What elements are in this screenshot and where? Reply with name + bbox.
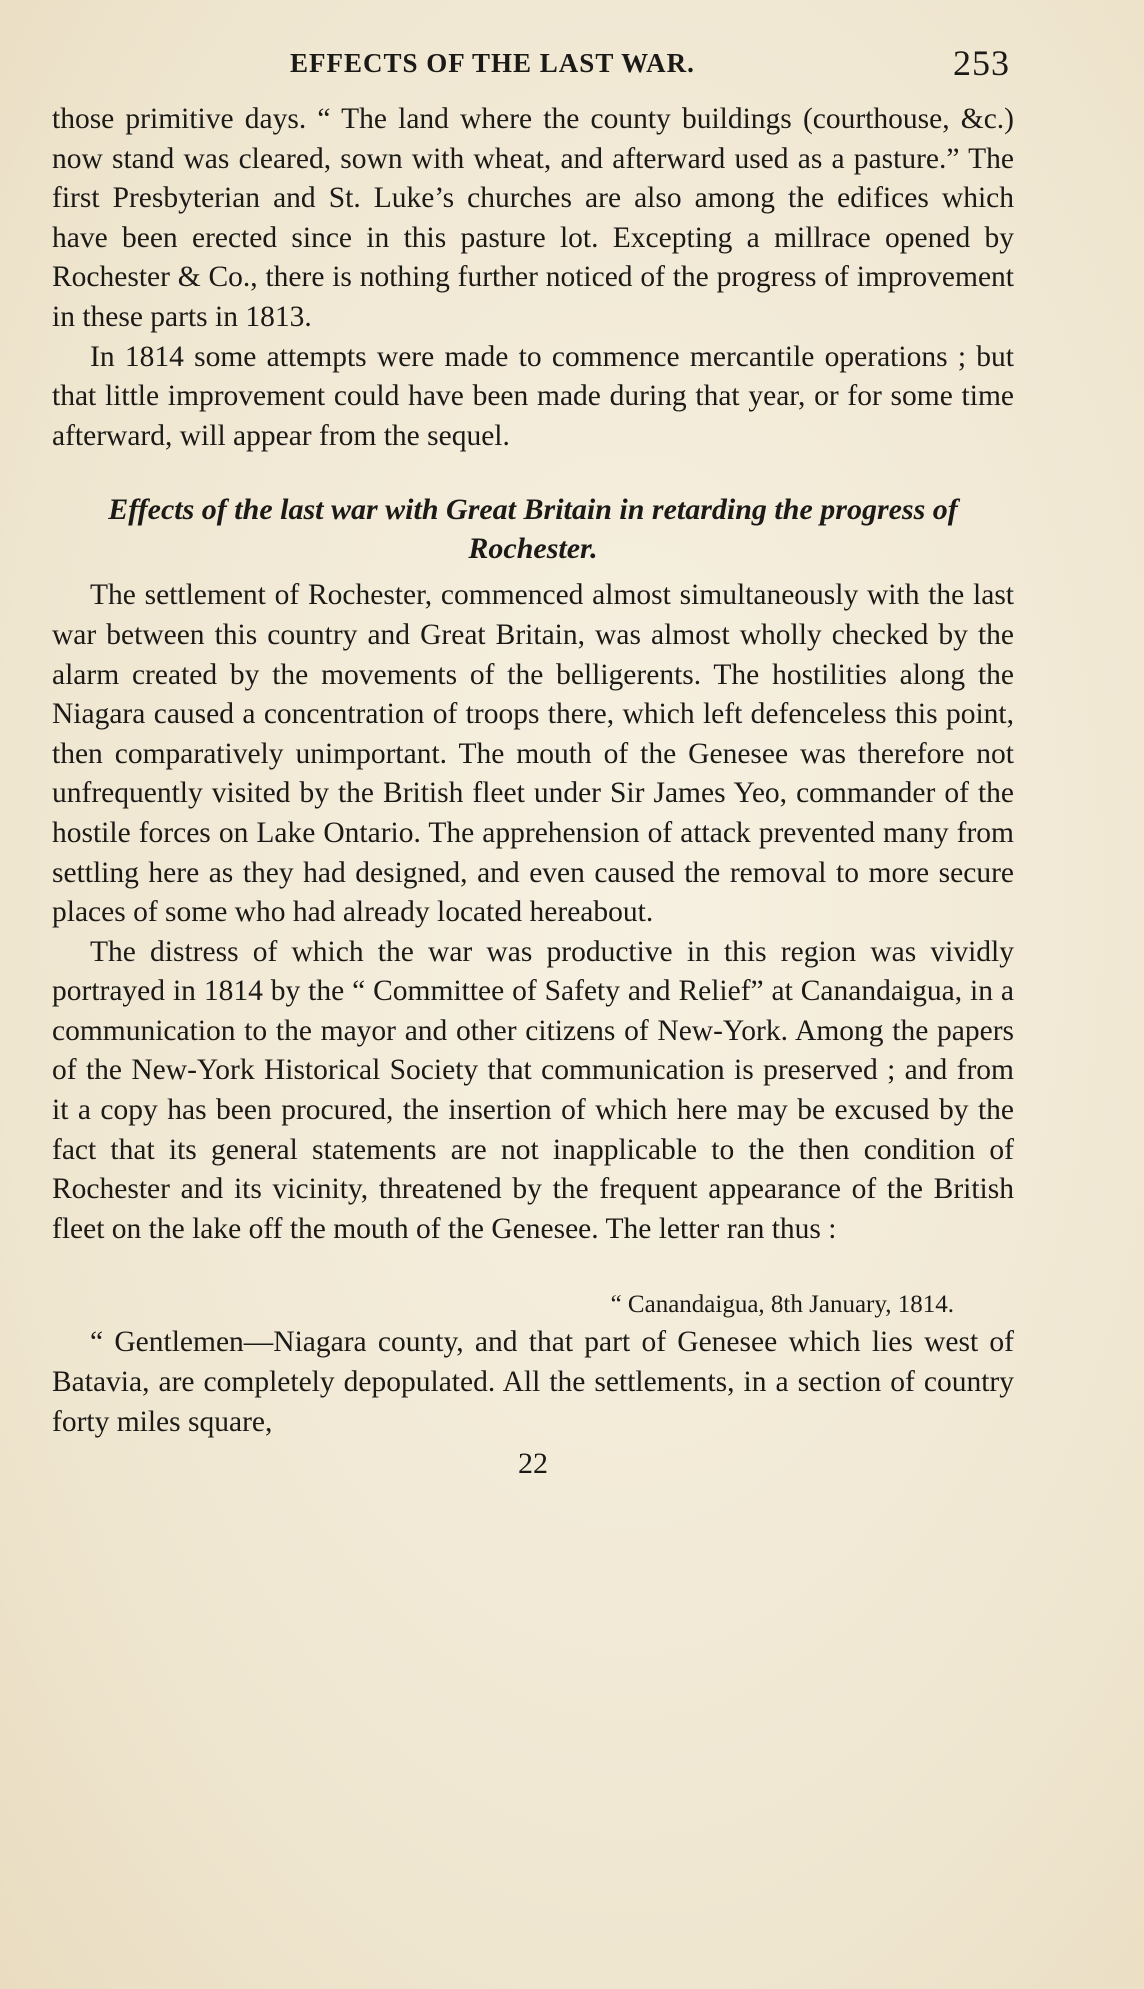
text-block — [52, 44, 1014, 1482]
section-heading: Effects of the last war with Great Britain in retarding the progress of Rochester. — [108, 493, 958, 566]
paragraph-3: The settlement of Rochester, commenced almost simultaneously with the last war between this country and Great Britain, was almost wholly checked by the alarm created by the movements of the belligerents. The hostilities along the Niagara caused a concentration of troops there, which left defenceless this point, then comparatively unimportant. The mouth of the Genesee was therefore not unfrequently visited by the British fleet under Sir James Yeo, commander of the hostile forces on Lake Ontario. The apprehension of attack prevented many from settling here as they had designed, and even caused the removal to more secure places of some who had already located hereabout. — [52, 579, 1014, 929]
paragraph-5: “ Gentlemen—Niagara county, and that part of Genesee which lies west of Batavia, are completely depopulated. All the settlements, in a section of country forty miles square, — [52, 1326, 1014, 1438]
paragraph-2: In 1814 some attempts were made to commence mercantile operations ; but that little improvement could have been made during that year, or for some time afterward, will appear from the sequel. — [52, 340, 1014, 452]
paragraph-4: The distress of which the war was productive in this region was vividly portrayed in 1814 by the “ Committee of Safety and Relief” at Canandaigua, in a communication to the mayor and other citizens of New-York. Among the papers of the New-York Historical Society that communication is preserved ; and from it a copy has been procured, the insertion of which here may be excused by the fact that its general statements are not inapplicable to the then condition of Rochester and its vicinity, threatened by the frequent appearance of the British fleet on the lake off the mouth of the Genesee. The letter ran thus : — [52, 935, 1014, 1245]
letter-dateline: “ Canandaigua, 8th January, 1814. — [610, 1291, 954, 1319]
page-number: 253 — [953, 43, 1010, 83]
running-title: EFFECTS OF THE LAST WAR. — [290, 48, 695, 78]
paragraph-1: those primitive days. “ The land where the county buildings (courthouse, &c.) now stand was cleared, sown with wheat, and afterward used as a pasture.” The first Presbyterian and St. Luke’s churches are also among the edifices which have been erected since in this pasture lot. Excepting a millrace opened by Rochester & Co., there is nothing further noticed of the progress of improvement in these parts in 1813. — [52, 103, 1014, 333]
signature-mark: 22 — [518, 1447, 548, 1481]
running-head — [52, 44, 1014, 94]
